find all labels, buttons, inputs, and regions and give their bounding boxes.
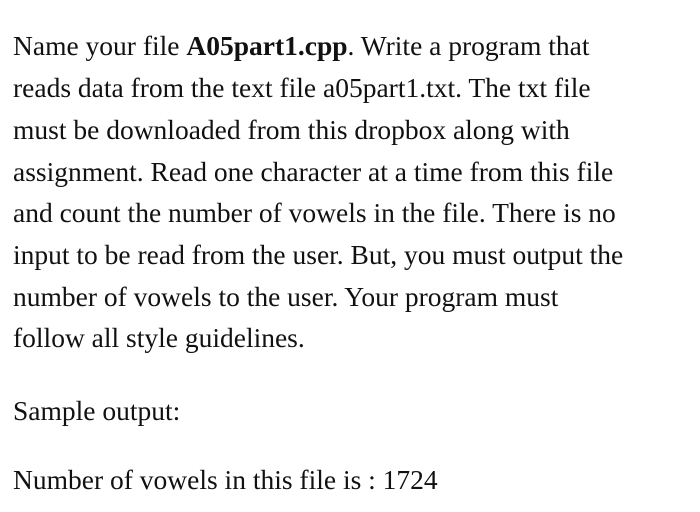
paragraph-line-7: number of vowels to the user. Your program must [13,281,559,312]
paragraph-line-1 [13,26,590,66]
sample-output-heading: Sample output: [13,395,181,426]
sample-output-text: Number of vowels in this file is : 1724 [13,464,438,495]
line1-text-b: . Write a program that [347,30,590,61]
paragraph-line-8: follow all style guidelines. [13,322,305,353]
paragraph-line-6: input to be read from the user. But, you must output the [13,239,624,270]
paragraph-line-4: assignment. Read one character at a time from this file [13,156,614,187]
paragraph-line-2: reads data from the text file a05part1.txt. The txt file [13,72,591,103]
filename-bold: A05part1.cpp [186,30,348,61]
paragraph-line-5: and count the number of vowels in the file. There is no [13,197,616,228]
paragraph-line-3: must be downloaded from this dropbox along with [13,114,570,145]
line1-text-a: Name your file [13,30,187,61]
